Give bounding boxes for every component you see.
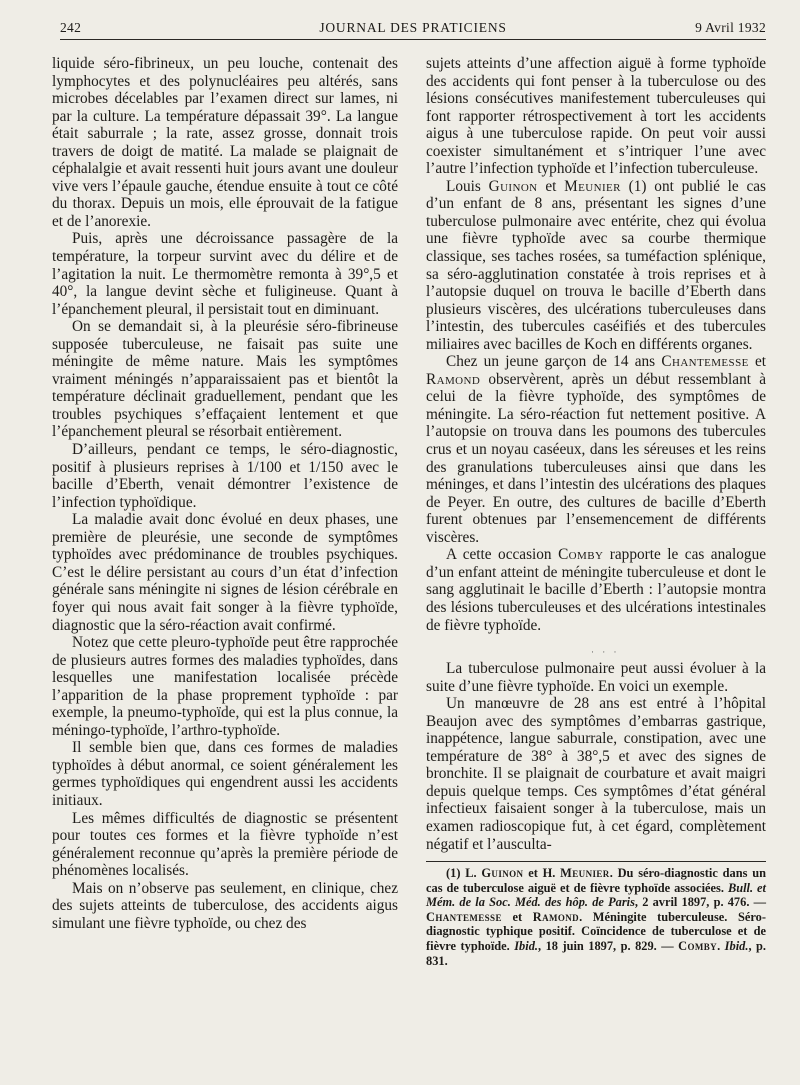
text-run: et H. <box>523 866 561 881</box>
text-run: A cette occasion <box>446 546 559 564</box>
text-run: Louis <box>446 177 489 195</box>
section-separator <box>426 634 766 660</box>
paragraph <box>426 546 766 634</box>
footnote-rule <box>426 861 766 862</box>
text-run: (1) L. <box>446 866 482 881</box>
author-name: Ramond <box>426 370 481 388</box>
issue-date: 9 Avril 1932 <box>695 20 766 35</box>
paragraph: D’ailleurs, pendant ce temps, le séro-diagnostic, positif à plusieurs reprises à 1/100 et 1/150 avec le bacille d’Eberth, venait démontrer l’existence de l’infection typhoïdique. <box>52 441 398 511</box>
journal-reference: Ibid. <box>724 939 749 954</box>
separator-dots: · · · <box>591 647 620 658</box>
author-name: Chantemesse <box>661 353 749 371</box>
paragraph: On se demandait si, à la pleurésie séro-fibrineuse supposée tuberculeuse, ne faisait pas suite une méningite de même nature. Mais les symptômes vraiment méningés n’apparaissaient pas et bientôt la température déclinait graduellement, pendant que les troubles psychiques s’effaçaient lentement et que l’épanchement pleural se résorbait entièrement. <box>52 318 398 441</box>
text-run: , 2 avril 1897, p. 476. — <box>634 895 766 910</box>
journal-reference: Ibid. <box>514 939 538 954</box>
paragraph <box>426 178 766 353</box>
page-number: 242 <box>60 20 82 35</box>
author-name: Ramond <box>532 909 580 924</box>
paragraph <box>426 353 766 546</box>
author-name: Comby <box>558 546 604 564</box>
text-run: et <box>748 353 766 371</box>
text-run: et <box>501 909 533 924</box>
footnote <box>426 866 766 968</box>
right-column <box>426 55 766 968</box>
paragraph: La tuberculose pulmonaire peut aussi évoluer à la suite d’une fièvre typhoïde. En voici un exemple. <box>426 660 766 695</box>
paragraph: Il semble bien que, dans ces formes de maladies typhoïdes à début anormal, ce soient généralement les germes typhoïdiques qui engendrent aussi les accidents initiaux. <box>52 739 398 809</box>
text-run: (1) ont publié le cas d’un enfant de 8 ans, présentant les signes d’une tuberculose pulmonaire avec entérite, chez qui évolua une fièvre typhoïde avec sa courbe thermique classique, ses taches rosées, sa tuméfaction splénique, sa séro-agglutination constatée à trois reprises et à l’autopsie duquel on trouva le bacille d’Eberth dans plusieurs viscères, des ulcérations tuberculeuses dans l’intestin, des tubercules caséifiés et des tubercules miliaires avec bacilles de Koch en différents organes. <box>426 177 767 353</box>
text-run: observèrent, après un début ressemblant à celui de la fièvre typhoïde, des symptômes de méningite. La séro-réaction fut nettement positive. A l’autopsie on trouva dans les poumons des tubercules crus et un noyau caséeux, dans les séreuses et les reins des granulations tuberculeuses ainsi que dans les méninges, et dans l’intestin des ulcérations des plaques de Peyer. En outre, des cultures de bacille d’Eberth furent obtenues par l’ensemencement de différents viscères. <box>426 370 766 546</box>
text-run: . <box>717 939 725 954</box>
paragraph: Les mêmes difficultés de diagnostic se présentent pour toutes ces formes et la fièvre typhoïde n’est généralement reconnue qu’après la première période de phénomènes localisés. <box>52 809 398 880</box>
paragraph: Puis, après une décroissance passagère de la température, la torpeur survint avec du délire et de l’agitation la nuit. Le thermomètre remonta à 39°,5 et 40°, la langue devint sèche et fuligineuse. Quant à l’épanchement pleural, il persistait tout en diminuant. <box>52 230 398 318</box>
text-run: , p. 831. <box>426 939 767 968</box>
text-run: Chez un jeune garçon de 14 ans <box>446 353 662 371</box>
author-name: Guinon <box>481 866 524 881</box>
paragraph: Un manœuvre de 28 ans est entré à l’hôpital Beaujon avec des symptômes d’embarras gastrique, inappétence, langue saburrale, constipation, avec une température de 38° à 38°,5 et avec des signes de bronchite. Il se plaignait de courbature et avait maigri depuis quelque temps. Ces symptômes d’état général infectieux faisaient songer à la tuberculose, mais un examen radioscopique fut, à cet égard, complètement négatif et l’ausculta- <box>426 695 766 853</box>
text-run: . Du séro-diagnostic dans un cas de tuberculose aiguë et de fièvre typhoïde associées. <box>426 866 766 895</box>
author-name: Comby <box>678 939 718 954</box>
running-header <box>60 18 766 40</box>
left-column <box>52 55 398 932</box>
paragraph: Notez que cette pleuro-typhoïde peut être rapprochée de plusieurs autres formes des maladies typhoïdes, dans lesquelles une manifestation localisée précède l’apparition de la phase proprement typhoïde : par exemple, la pneumo-typhoïde, qui est la plus connue, la méningo-typhoïde, l’arthro-typhoïde. <box>52 634 398 739</box>
author-name: Guinon <box>488 177 538 195</box>
paragraph: liquide séro-fibrineux, un peu louche, contenait des lymphocytes et des polynucléaires peu altérés, sans microbes décelables par l’examen direct sur lames, ni par la culture. La température dépassait 39°. La langue était saburrale ; la rate, assez grosse, donnait trois travers de doigt de matité. La malade se plaignait de céphalalgie et avait ressenti huit jours avant une douleur vive vers l’épaule gauche, étendue ensuite à tout ce côté du thorax. Depuis un mois, elle éprouvait de la fatigue et de l’anorexie. <box>52 55 398 230</box>
paragraph: La maladie avait donc évolué en deux phases, une première de pleurésie, une seconde de symptômes typhoïdes avec prédominance de troubles psychiques. C’est le délire persistant au cours d’un état d’infection générale sans méningite ni signes de lésion cérébrale en foyer qui nous avait fait songer à la fièvre typhoïde, diagnostic que la séro-réaction avait confirmé. <box>52 511 398 634</box>
header-rule <box>60 39 766 40</box>
journal-reference: Bull. et Mém. de la Soc. Méd. des hôp. de Paris <box>426 880 766 910</box>
author-name: Meunier <box>564 177 621 195</box>
paragraph: sujets atteints d’une affection aiguë à forme typhoïde des accidents qui font penser à la tuberculose ou des lésions consécutives manifestement tuberculeuses qui font rapporter rétrospectivement à tort les accidents aigus à une tuberculose rapide. On peut voir aussi coexister simultanément et s’intriquer l’une avec l’autre l’infection typhoïde et l’infection tuberculeuse. <box>426 55 766 178</box>
text-run: rapporte le cas analogue d’un enfant atteint de méningite tuberculeuse et dont le sang agglutinait le bacille d’Eberth : l’autopsie montra des lésions tuberculeuses et des ulcérations intestinales de fièvre typhoïde. <box>426 546 767 634</box>
text-run: et <box>537 177 565 195</box>
author-name: Chantemesse <box>426 909 502 924</box>
text-run: . Méningite tuberculeuse. Séro-diagnostic typhique positif. Coïncidence de tuberculose et de fièvre typhoïde. <box>426 909 767 954</box>
author-name: Meunier <box>560 866 610 881</box>
journal-title: JOURNAL DES PRATICIENS <box>319 20 507 35</box>
paragraph: Mais on n’observe pas seulement, en clinique, chez des sujets atteints de tuberculose, des accidents aigus simulant une fièvre typhoïde, ou chez des <box>52 879 398 932</box>
text-run: , 18 juin 1897, p. 829. — <box>538 939 679 954</box>
